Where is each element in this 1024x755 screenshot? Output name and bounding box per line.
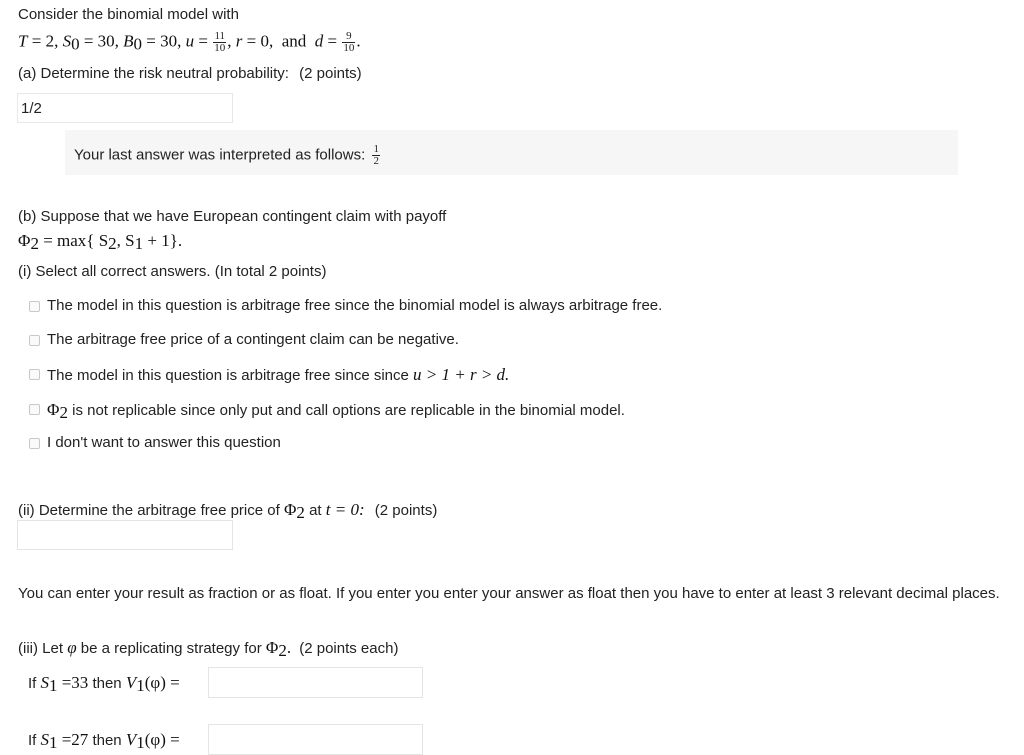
option-2-checkbox[interactable] <box>29 335 40 346</box>
part-iii-points: (2 points each) <box>299 640 399 657</box>
part-iii-question: (iii) Let φ be a replicating strategy for $\Phi_2$. (2 points each) <box>18 638 399 660</box>
option-4-checkbox[interactable] <box>29 404 40 415</box>
case-1-label: If $S_1 =33$ then $V_1(\varphi)$ = <box>28 673 180 695</box>
option-1-checkbox[interactable] <box>29 301 40 312</box>
feedback-text: Your last answer was interpreted as follows: <box>74 146 366 164</box>
case-2-label: If $S_1 =27$ then $V_1(\varphi)$ = <box>28 730 180 752</box>
param-d-fraction: $\frac{9}{10}$ <box>343 30 355 54</box>
model-parameters: T = 2, $S_0 = 30$, $B_0 = 30$, u = $\frac{11}{10}$ , r = 0, and d = $\frac{9}{10}$ . <box>18 30 361 54</box>
option-3-inequality: u > 1 + r > d. <box>413 365 510 384</box>
option-5-checkbox[interactable] <box>29 438 40 449</box>
payoff-formula: $\Phi_2 = \max${ $S_2$, $S_1 + 1$}. <box>18 231 183 253</box>
part-a-answer-input[interactable]: 1/2 <box>17 93 233 123</box>
part-i-label: (i) Select all correct answers. (In total 2 points) <box>18 263 327 280</box>
format-note: You can enter your result as fraction or as float. If you enter you enter your answer as float then you have to enter at least 3 relevant decimal places. <box>18 585 1000 602</box>
part-b-question: (b) Suppose that we have European contingent claim with payoff <box>18 208 447 225</box>
answer-feedback-box <box>65 130 958 175</box>
part-ii-question: (ii) Determine the arbitrage free price of $\Phi_2$ at t = 0: (2 points) <box>18 500 438 522</box>
case-2-answer-input[interactable] <box>208 724 423 755</box>
option-2-label[interactable]: The arbitrage free price of a contingent claim can be negative. <box>47 331 459 348</box>
option-4-label[interactable]: $\Phi_2$ is not replicable since only put and call options are replicable in the binomial model. <box>47 400 625 422</box>
part-a-label: (a) Determine the risk neutral probability: <box>18 65 289 82</box>
and-word: and <box>281 31 307 51</box>
param-u-fraction: $\frac{11}{10}$ <box>214 30 226 54</box>
part-ii-answer-input[interactable] <box>17 520 233 550</box>
option-3-label[interactable]: The model in this question is arbitrage free since since u > 1 + r > d. <box>47 365 510 384</box>
intro-text: Consider the binomial model with <box>18 6 239 23</box>
case-1-answer-input[interactable] <box>208 667 423 698</box>
param-S0: 30 <box>97 31 115 51</box>
part-ii-points: (2 points) <box>374 502 438 519</box>
param-B0: 30 <box>160 31 178 51</box>
part-a-points: (2 points) <box>299 65 362 82</box>
param-T: 2 <box>45 31 55 51</box>
option-5-label[interactable]: I don't want to answer this question <box>47 434 281 451</box>
feedback-fraction: $\frac{1}{2}$ <box>373 143 379 167</box>
option-3-checkbox[interactable] <box>29 369 40 380</box>
param-r: 0 <box>260 31 269 51</box>
option-1-label[interactable]: The model in this question is arbitrage free since the binomial model is always arbitrage free. <box>47 297 663 314</box>
part-a-question <box>18 65 362 82</box>
